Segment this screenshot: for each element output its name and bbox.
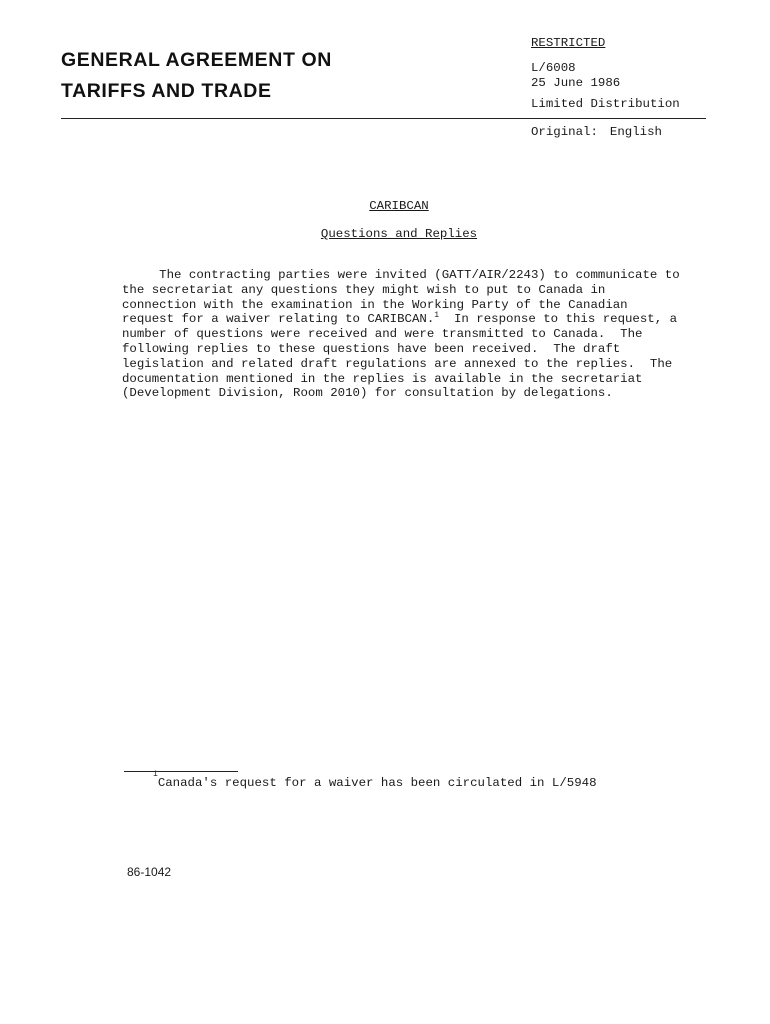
body-line: number of questions were received and were transmitted to Canada. The <box>122 327 643 342</box>
header-divider <box>61 118 706 119</box>
body-line: documentation mentioned in the replies is available in the secretariat <box>122 371 643 386</box>
title-text: CARIBCAN <box>369 199 429 213</box>
footnote <box>153 770 597 790</box>
original-language <box>531 125 662 140</box>
document-symbol: L/6008 <box>531 61 576 75</box>
footnote-divider <box>124 771 238 772</box>
document-title <box>14 199 770 213</box>
footnote-marker: 1 <box>153 770 158 779</box>
original-language-value: English <box>609 125 662 139</box>
body-line: legislation and related draft regulations are annexed to the replies. The <box>122 356 673 371</box>
body-paragraph <box>122 268 680 401</box>
classification-label: RESTRICTED <box>531 36 606 50</box>
footnote-reference[interactable]: 1 <box>434 311 440 321</box>
job-number: 86-1042 <box>127 865 172 879</box>
body-line: the secretariat any questions they might wish to put to Canada in <box>122 282 606 297</box>
body-line: connection with the examination in the Working Party of the Canadian <box>122 297 628 312</box>
original-label: Original: <box>531 125 598 139</box>
body-line: request for a waiver relating to CARIBCAN. <box>122 312 435 327</box>
organization-name-line1: GENERAL AGREEMENT ON <box>61 49 332 71</box>
distribution-label: Limited Distribution <box>531 97 680 111</box>
organization-name-line2: TARIFFS AND TRADE <box>61 80 272 102</box>
body-line: The contracting parties were invited (GATT/AIR/2243) to communicate to <box>122 268 680 282</box>
body-line: In response to this request, a <box>439 312 678 327</box>
document-subtitle <box>14 227 770 241</box>
document-date: 25 June 1986 <box>531 76 621 90</box>
body-line: following replies to these questions have been received. The draft <box>122 341 621 356</box>
body-line: (Development Division, Room 2010) for consultation by delegations. <box>122 386 613 401</box>
subtitle-text: Questions and Replies <box>320 227 478 241</box>
footnote-text: Canada's request for a waiver has been circulated in L/5948 <box>157 776 597 790</box>
